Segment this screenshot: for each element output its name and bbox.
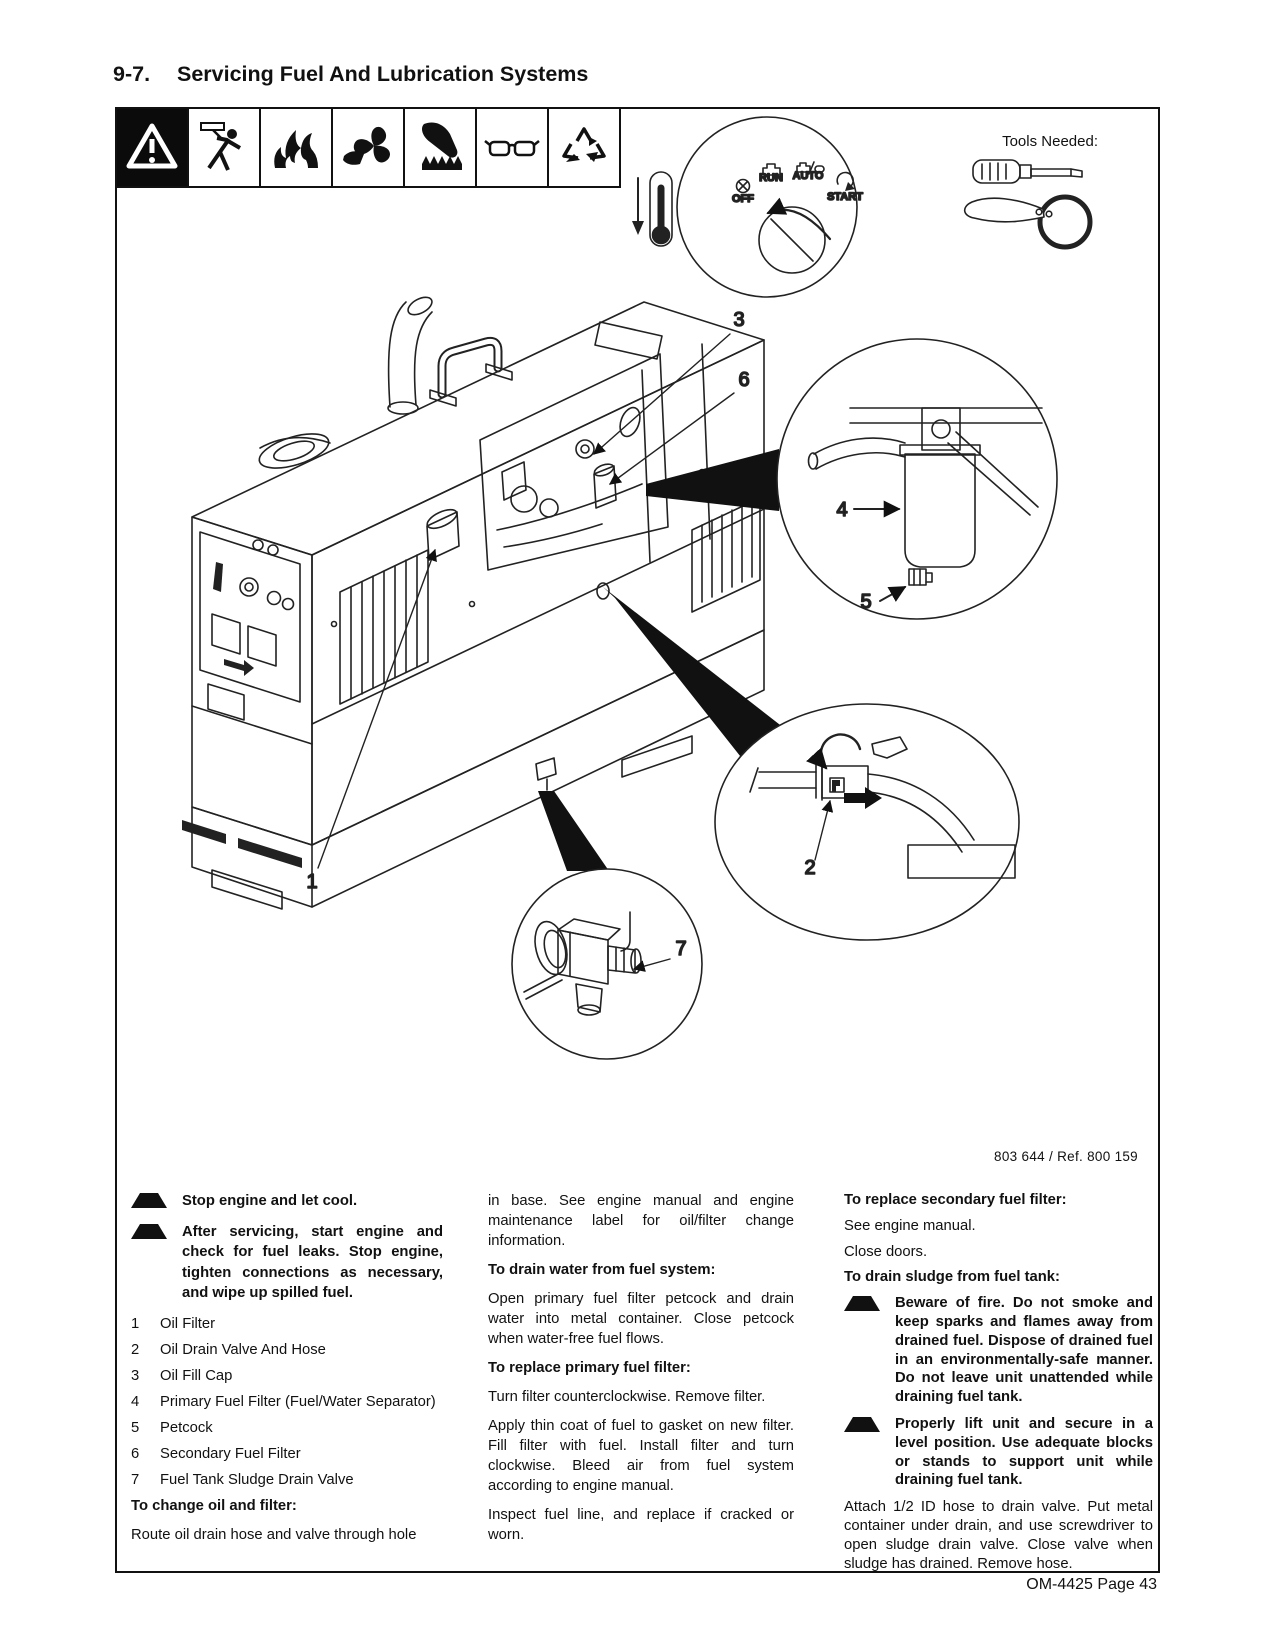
procedure-heading: To replace secondary fuel filter:: [844, 1192, 1067, 1208]
procedure-text: Apply thin coat of fuel to gasket on new filter. Fill filter with fuel. Install filter and turn clockwise. Bleed air from fuel system according to engine manual.: [488, 1418, 794, 1494]
procedure-text: Open primary fuel filter petcock and drain water into metal container. Close petcock when water-free fuel flows.: [488, 1291, 794, 1347]
procedure-text: Attach 1/2 ID hose to drain valve. Put metal container under drain, and use screwdriver to open sludge drain valve. Close valve when sludge has drained. Remove hose.: [844, 1499, 1153, 1572]
list-item: 6 Secondary Fuel Filter: [131, 1445, 301, 1462]
moving-parts-icon: [333, 109, 405, 188]
procedure-text: Inspect fuel line, and replace if cracked or worn.: [488, 1507, 794, 1543]
filter-wrench-icon: [965, 197, 1090, 247]
list-item: 7 Fuel Tank Sludge Drain Valve: [131, 1471, 354, 1488]
callout-7-label: 7: [675, 938, 687, 960]
warning-text: After servicing, start engine and check for fuel leaks. Stop engine, tighten connections as necessary, and wipe up spilled fuel.: [182, 1223, 443, 1301]
safety-glasses-icon: [477, 109, 549, 188]
list-item: 4 Primary Fuel Filter (Fuel/Water Separator): [131, 1393, 436, 1410]
list-item: 5 Petcock: [131, 1419, 213, 1436]
callout-1-label: 1: [306, 871, 318, 893]
dial-label-off: OFF: [732, 193, 754, 205]
figure-diagram: [117, 109, 1158, 1172]
sludge-drain-fitting: [536, 758, 556, 790]
lift-handle: [430, 341, 512, 406]
safety-icon-strip: [117, 109, 621, 188]
warning-text: Stop engine and let cool.: [182, 1193, 358, 1209]
page-footer: OM-4425 Page 43: [1026, 1576, 1157, 1593]
detail-sludge-drain-valve: [512, 869, 702, 1059]
warning-item: [844, 1415, 1153, 1490]
figure-box: [115, 107, 1160, 1573]
list-item: 2 Oil Drain Valve And Hose: [131, 1341, 326, 1358]
wedge-to-sludge-drain-detail: [538, 791, 609, 871]
warning-triangle-icon: [844, 1417, 880, 1432]
procedure-heading: To drain water from fuel system:: [488, 1262, 716, 1278]
dial-label-auto: AUTO: [792, 170, 824, 182]
warning-text: Properly lift unit and secure in a level position. Use adequate blocks or stands to support unit while draining fuel tank.: [895, 1415, 1153, 1489]
callout-3-leader: [594, 334, 730, 454]
procedure-heading: To change oil and filter:: [131, 1497, 297, 1514]
dial-label-run: RUN: [759, 172, 783, 184]
warning-item: [131, 1191, 443, 1212]
roof-label-plate: [595, 322, 662, 359]
recycle-icon: [549, 109, 621, 188]
warning-triangle-icon: [131, 1224, 167, 1239]
list-item: 3 Oil Fill Cap: [131, 1367, 233, 1384]
tools-needed-label: Tools Needed:: [1002, 133, 1098, 150]
warning-text: Beware of fire. Do not smoke and keep sparks and flames away from drained fuel. Dispose of drained fuel in an environmentally-safe manner. Do not leave unit unattended while draining fuel tank.: [895, 1295, 1153, 1406]
instructions-column-right: [844, 1191, 1153, 1573]
procedure-text: Route oil drain hose and valve through hole: [131, 1527, 417, 1543]
wedge-to-primary-filter-detail: [646, 449, 779, 511]
front-control-panel: [200, 532, 300, 720]
wedge-to-oil-drain-detail: [603, 587, 784, 766]
off-icon: [737, 180, 750, 193]
thermometer-cool-icon: [632, 172, 672, 246]
warning-item: [844, 1294, 1153, 1407]
callout-5-label: 5: [860, 591, 872, 613]
section-number: 9-7.: [113, 62, 151, 86]
hot-surface-icon: [405, 109, 477, 188]
generator-illustration: [182, 294, 764, 909]
detail-oil-drain-valve: [715, 704, 1019, 940]
front-panel-face: [192, 517, 312, 845]
oil-filter-part: [425, 506, 460, 560]
detail-primary-fuel-filter: [777, 339, 1057, 619]
instructions-column-middle: [488, 1191, 794, 1554]
electric-shock-icon: [189, 109, 261, 188]
callout-1-leader: [318, 550, 435, 868]
warning-triangle-icon: [844, 1296, 880, 1311]
section-title: [113, 62, 588, 87]
screwdriver-icon: [973, 160, 1082, 183]
callout-3-label: 3: [733, 309, 745, 331]
callout-2-label: 2: [804, 857, 816, 879]
procedure-text: Turn filter counterclockwise. Remove filter.: [488, 1389, 766, 1405]
dial-label-start: START: [827, 191, 863, 203]
warning-triangle-icon: [131, 1193, 167, 1208]
callout-4-label: 4: [836, 499, 848, 521]
procedure-text: Close doors.: [844, 1243, 928, 1260]
engine-control-dial: [677, 117, 863, 297]
section-title-text: Servicing Fuel And Lubrication Systems: [177, 62, 589, 86]
procedure-text: See engine manual.: [844, 1217, 976, 1234]
callout-6-label: 6: [738, 369, 750, 391]
procedure-heading: To replace primary fuel filter:: [488, 1360, 691, 1376]
list-item: 1 Oil Filter: [131, 1315, 216, 1332]
warning-item: [131, 1222, 443, 1304]
figure-reference: 803 644 / Ref. 800 159: [994, 1149, 1138, 1164]
legend-column: [131, 1191, 443, 1555]
parts-list: [131, 1314, 443, 1491]
warning-icon: [117, 109, 189, 188]
side-panel: [312, 340, 764, 845]
start-icon: [837, 172, 855, 191]
fire-icon: [261, 109, 333, 188]
procedure-text: in base. See engine manual and engine maintenance label for oil/filter change information.: [488, 1193, 794, 1249]
oil-fill-cap-part: [576, 440, 594, 458]
exhaust-pipe: [388, 294, 435, 414]
procedure-heading: To drain sludge from fuel tank:: [844, 1269, 1060, 1286]
